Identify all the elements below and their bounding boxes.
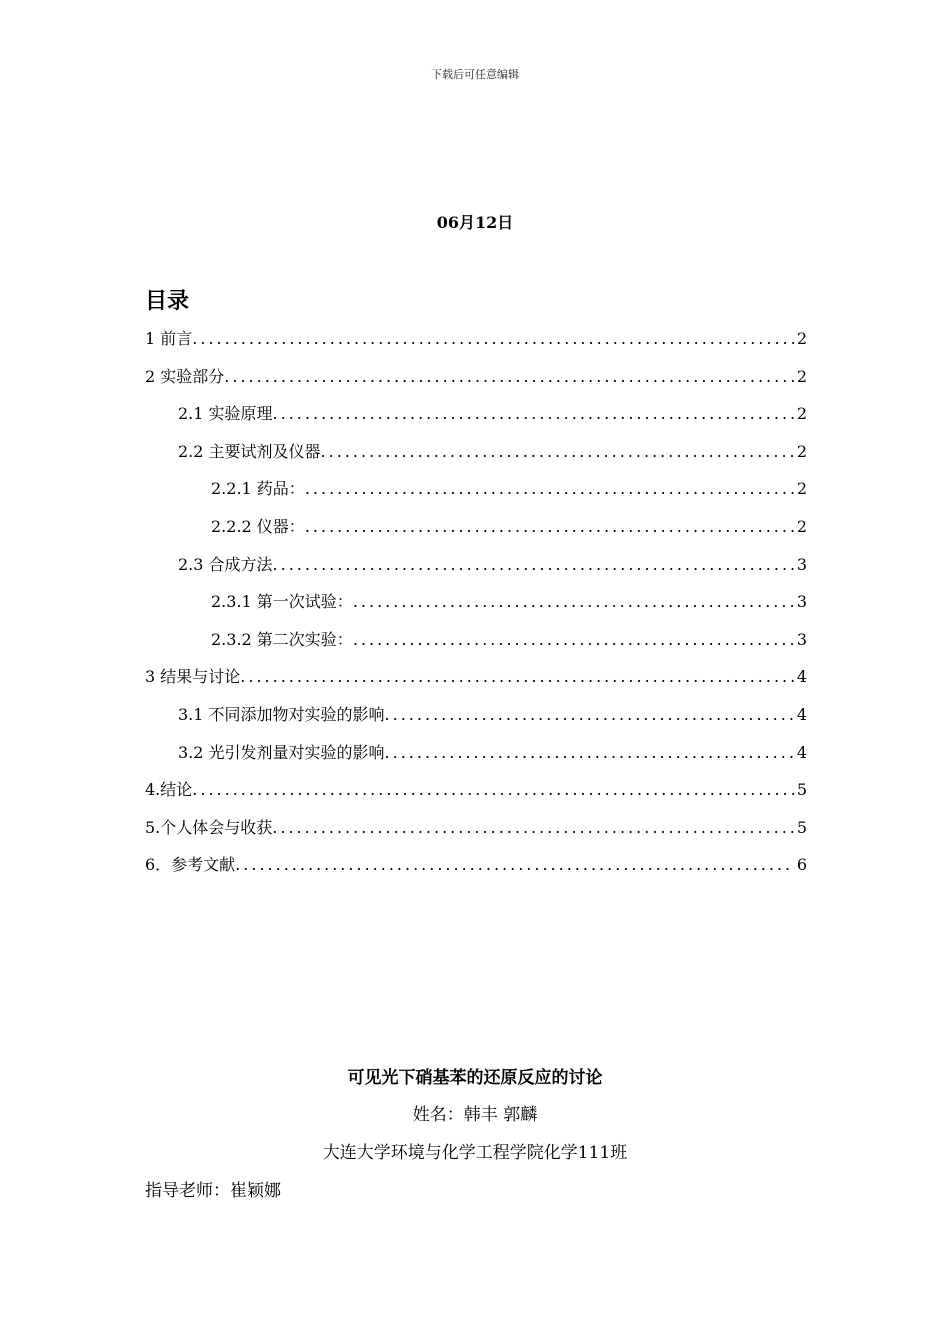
toc-entry[interactable] — [145, 326, 807, 364]
toc-leader — [305, 479, 795, 498]
toc-entry-label: 2.2.2 仪器： — [211, 516, 305, 536]
toc-entry[interactable] — [145, 740, 807, 778]
toc-entry[interactable] — [145, 702, 807, 740]
toc-entry[interactable] — [145, 852, 807, 890]
toc-entry[interactable] — [145, 627, 807, 665]
toc-entry-label: 5.个人体会与收获 — [145, 817, 273, 837]
toc-entry-label: 2 实验部分 — [145, 366, 225, 386]
toc-leader — [235, 855, 795, 874]
date-heading: 06月12日 — [436, 213, 514, 232]
toc-entry-label: 2.3.2 第二次实验： — [211, 629, 353, 649]
toc-entry[interactable] — [145, 364, 807, 402]
toc-leader — [305, 517, 795, 536]
toc-entry-page: 6 — [796, 855, 807, 875]
toc-entry-label: 3 结果与讨论 — [145, 667, 241, 687]
paper-advisor: 指导老师：崔颖娜 — [145, 1181, 281, 1201]
toc-entry[interactable] — [145, 815, 807, 853]
toc-entry-page: 2 — [796, 516, 807, 536]
toc-leader — [224, 367, 795, 386]
toc-leader — [272, 818, 795, 837]
toc-entry-page: 3 — [796, 629, 807, 649]
toc-entry-page: 2 — [796, 479, 807, 499]
toc-leader — [353, 630, 795, 649]
toc-leader — [321, 442, 795, 461]
toc-leader — [273, 555, 795, 574]
toc-entry-page: 5 — [796, 817, 807, 837]
toc-entry-page: 4 — [796, 704, 807, 724]
paper-authors: 姓名：韩丰 郭麟 — [412, 1105, 538, 1125]
toc-entry-page: 2 — [796, 404, 807, 424]
header-note: 下载后可任意编辑 — [431, 68, 519, 81]
toc-entry-page: 2 — [796, 366, 807, 386]
toc-leader — [353, 592, 795, 611]
toc-entry-label: 3.1 不同添加物对实验的影响 — [178, 704, 385, 724]
toc-entry-label: 4.结论 — [145, 780, 193, 800]
paper-title: 可见光下硝基苯的还原反应的讨论 — [347, 1068, 603, 1088]
toc-entry[interactable] — [145, 514, 807, 552]
toc-entry[interactable] — [145, 552, 807, 590]
toc-title: 目录 — [145, 289, 190, 314]
toc-entry-page: 4 — [796, 667, 807, 687]
toc-entry-page: 2 — [796, 329, 807, 348]
toc-leader — [240, 667, 795, 686]
table-of-contents — [145, 326, 807, 890]
toc-entry-label: 2.1 实验原理 — [178, 404, 273, 424]
toc-entry-label: 2.2.1 药品： — [211, 479, 305, 499]
toc-entry-label: 2.3.1 第一次试验： — [211, 592, 353, 612]
toc-entry-page: 5 — [796, 780, 807, 800]
toc-entry-label: 2.2 主要试剂及仪器 — [178, 441, 321, 461]
toc-entry-label: 6．参考文献 — [145, 855, 236, 875]
toc-leader — [192, 329, 795, 348]
toc-entry[interactable] — [145, 439, 807, 477]
toc-entry-label: 3.2 光引发剂量对实验的影响 — [178, 742, 385, 762]
toc-leader — [385, 705, 795, 724]
toc-leader — [273, 404, 795, 423]
toc-leader — [192, 780, 795, 799]
toc-entry-page: 4 — [796, 742, 807, 762]
toc-leader — [385, 743, 795, 762]
toc-entry-page: 3 — [796, 592, 807, 612]
toc-entry[interactable] — [145, 589, 807, 627]
toc-entry-page: 2 — [796, 441, 807, 461]
toc-entry-label: 2.3 合成方法 — [178, 554, 273, 574]
toc-entry-label: 1 前言 — [145, 329, 193, 348]
toc-entry-page: 3 — [796, 554, 807, 574]
toc-entry[interactable] — [145, 476, 807, 514]
toc-entry[interactable] — [145, 777, 807, 815]
paper-affiliation: 大连大学环境与化学工程学院化学111班 — [322, 1143, 628, 1163]
toc-entry[interactable] — [145, 664, 807, 702]
toc-entry[interactable] — [145, 401, 807, 439]
